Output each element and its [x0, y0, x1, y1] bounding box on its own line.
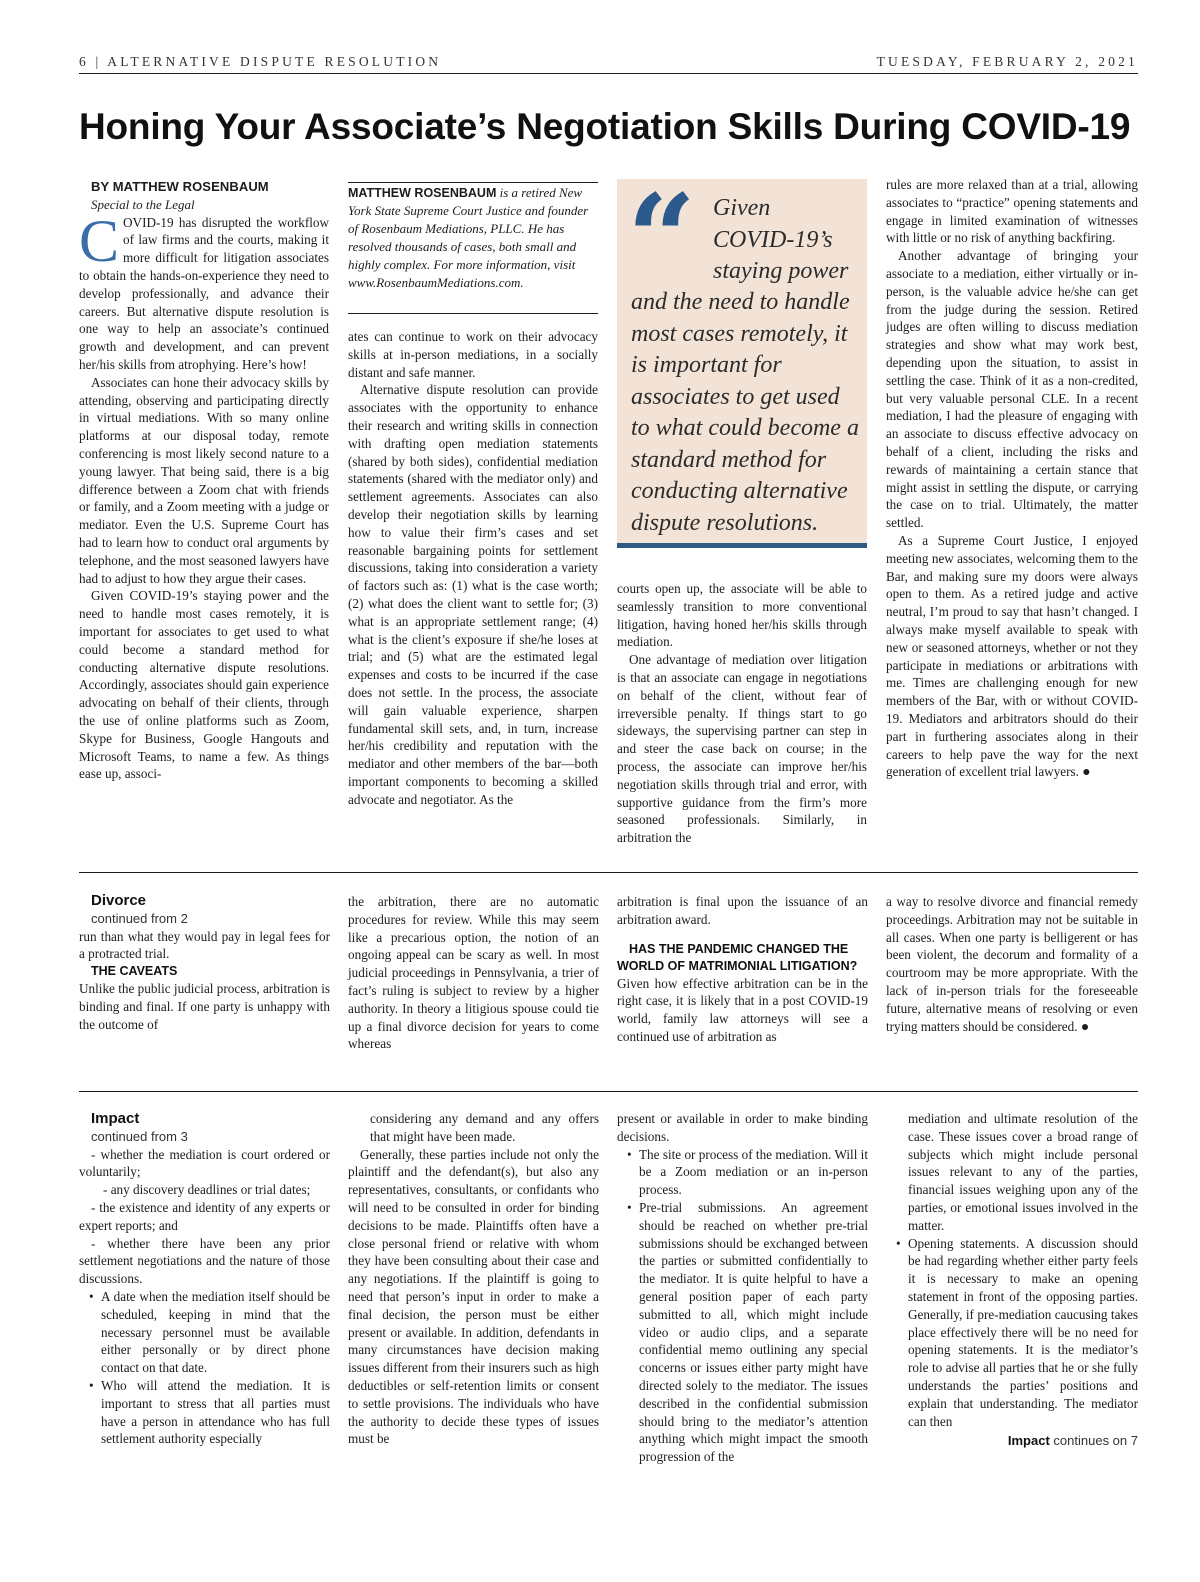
impact-continues-note	[1008, 1433, 1138, 1448]
impact-bullet-continuation: mediation and ultimate resolution of the case. These issues cover a broad range of subjects which might include personal issues relevant to any of the parties, financial issues weighing upon any of the parties, or emotional issues involved in the matter.	[908, 1111, 1138, 1233]
article-paragraph: Associates can hone their advocacy skills by attending, observing and participating directly in virtual mediations. With so many online platforms at our disposal today, remote conferencing is most likely second nature to a young lawyer. That being said, there is a big difference between a Zoom chat with friends or family, and a Zoom meeting with a judge or mediator. Even the U.S. Supreme Court has had to learn how to conduct oral arguments by telephone, and the most seasoned lawyers have had to adjust to how they argue their cases.	[79, 374, 329, 586]
article-paragraph: As a Supreme Court Justice, I enjoyed meeting new associates, welcoming them to the Bar, and making sure my doors were always open to them. As a retired judge and active neutral, I’m proud to say that hasn’t changed. I always make myself available to speak with new or seasoned attorneys, whether or not they participate in mediations or arbitrations with me. Times are challenging enough for new members of the Bar, with or without COVID-19. Mediators and arbitrators should do their part in furthering associates along in their careers to help pave the way for the next generation of excellent trial lawyers. ●	[886, 532, 1138, 781]
end-mark-icon: ●	[1082, 765, 1091, 781]
divorce-section-title: Divorce	[91, 892, 147, 909]
drop-cap: C	[79, 207, 120, 274]
article-column-2	[348, 328, 598, 809]
bullet-icon: •	[627, 1146, 632, 1162]
impact-column-4	[886, 1110, 1138, 1430]
divorce-paragraph: Given how effective arbitration can be in the right case, it is likely that in a post COVID-19 world, family law attorneys will see a continued use of arbitration as	[617, 975, 868, 1044]
article-lead-paragraph: COVID-19 has disrupted the workflow of law firms and the courts, making it more difficult for litigation associates to obtain the hands-on-experience they need to develop professionally, and advance their careers. But alternative dispute resolution is one way to help an associate’s continued growth and development, and can prevent her/his skills from atrophying. Here’s how!	[79, 207, 329, 372]
running-head-left: 6 | ALTERNATIVE DISPUTE RESOLUTION	[79, 54, 442, 69]
end-mark-icon: ●	[1080, 1019, 1090, 1035]
bullet-icon: •	[89, 1288, 94, 1304]
impact-bullet-list	[79, 1288, 330, 1448]
divorce-column-4	[886, 893, 1138, 1036]
impact-bullet-list	[886, 1235, 1138, 1431]
impact-bullet-continuation: considering any demand and any offers that might have been made.	[370, 1111, 599, 1144]
divorce-paragraph: Unlike the public judicial process, arbitration is binding and final. If one party is unhappy with the outcome of	[79, 981, 330, 1032]
impact-bullet-item: • A date when the mediation itself should be scheduled, keeping in mind that the necessary personnel must be available either personally or by direct phone contact on that date.	[89, 1288, 330, 1376]
header-rule	[79, 73, 1138, 74]
article-paragraph: ates can continue to work on their advocacy skills at in-person mediations, in a socially distant and safe manner.	[348, 329, 598, 380]
impact-dash-item: - whether the mediation is court ordered or voluntarily;	[79, 1146, 330, 1180]
article-headline: Honing Your Associate’s Negotiation Skills During COVID-19	[79, 106, 1131, 147]
impact-column-3	[617, 1110, 868, 1466]
bio-name: MATTHEW ROSENBAUM	[348, 186, 497, 200]
impact-paragraph: present or available in order to make binding decisions.	[617, 1111, 868, 1144]
divorce-paragraph: arbitration is final upon the issuance of an arbitration award.	[617, 894, 868, 927]
section-divider-divorce	[79, 872, 1138, 873]
pull-quote-text: and the need to handle most cases remotely, it is important for associates to get used to what could become a standard method for conducting alternative dispute resolutions.	[631, 289, 859, 536]
continues-label: Impact	[1007, 1433, 1050, 1448]
article-paragraph: One advantage of mediation over litigation is that an associate can engage in negotiations on behalf of the client, without fear of irreversible penalty. If things start to go sideways, the supervising partner can step in and steer the case back on course; in the process, the associate can improve her/his negotiation skills through trial and error, with supportive guidance from the firm’s more seasoned professionals. Similarly, in arbitration the	[617, 652, 867, 846]
impact-bullet-item: • The site or process of the mediation. Will it be a Zoom mediation or an in-person process.	[627, 1146, 868, 1198]
divorce-paragraph: the arbitration, there are no automatic procedures for review. While this may seem like a precarious option, the notion of an ongoing appeal can be scary as well. In most judicial proceedings in Pennsylvania, a trier of fact’s ruling is subject to review by a higher authority. In theory a litigious spouse could tie up a final divorce decision for years to come whereas	[348, 894, 599, 1052]
article-paragraph: Given COVID-19’s staying power and the need to handle most cases remotely, it is important for associates to get used to what could become a standard method for conducting alternative dispute resolutions. Accordingly, associates should gain experience advocating on behalf of their clients, through the use of online platforms such as Zoom, Skype for Business, Google Hangouts and Microsoft Teams, to name a few. As things ease up, associ-	[79, 588, 329, 782]
bullet-icon: •	[896, 1235, 901, 1251]
divorce-subhead-pandemic: HAS THE PANDEMIC CHANGED THE WORLD OF MATRIMONIAL LITIGATION?	[617, 941, 858, 973]
impact-bullet-list	[617, 1146, 868, 1466]
divorce-subhead-caveats: THE CAVEATS	[91, 964, 178, 979]
bio-text: is a retired New York State Supreme Court Justice and founder of Rosenbaum Mediations, PLLC. He has resolved thousands of cases, both small and highly complex. For more information, visit www.RosenbaumMediations.com.	[348, 185, 589, 290]
impact-paragraph: Generally, these parties include not only the plaintiff and the defendant(s), but also any representatives, consultants, or confidants who will need to be consulted in order for binding decisions to be made. Plaintiffs often have a close personal friend or relative with whom they have been consulting about their case and any negotiations. If the plaintiff is going to need that person’s input in order to make a final decision, the person must be either present or available. In addition, defendants in many circumstances have decision making issues different from their insurers such as high deductibles or self-retention limits or consent to settle provisions. The individuals who have the authority to decide these types of issues must be	[348, 1146, 599, 1447]
article-paragraph: courts open up, the associate will be able to seamlessly transition to more conventional litigation, having honed her/his skills through mediation.	[617, 581, 867, 650]
impact-bullet-item: • Opening statements. A discussion should be had regarding whether either party feels it is necessary to make an opening statement in front of the opposing parties. Generally, if pre-mediation caucusing takes place effectively there will be no need for opening statements. It is the mediator’s role to advise all parties that he or she fully understands the parties’ positions and explain that understanding. The mediator can then	[896, 1235, 1138, 1429]
divorce-column-1	[79, 892, 330, 1034]
impact-bullet-item: • Pre-trial submissions. An agreement should be reached on whether pre-trial submissions should be exchanged between the parties or submitted confidentially to the mediator. It is quite helpful to have a general position paper of each party submitted to all, which might include video or audio clips, and a separate confidential memo outlining any special concerns or issues either party might have directed solely to the mediator. The issues described in the confidential submission should bring to the mediator’s attention anything which might impact the smooth progression of the	[627, 1199, 868, 1465]
impact-continued-from: continued from 3	[91, 1128, 188, 1144]
article-paragraph: Another advantage of bringing your associate to a mediation, either virtually or in-person, is the valuable advice he/she can get from the judge during the session. Retired judges are often willing to discuss mediation strategies and show what may work best, depending upon the situation, to assist in settling the case. Think of it as a non-credited, but very valuable personal CLE. In a recent mediation, I had the pleasure of engaging with an associate to discuss effective advocacy on behalf of a client, including the risks and rewards of maintaining a certain stance that might assist in settling the dispute, or carrying the case on to trial. Ultimately, the matter settled.	[886, 248, 1138, 531]
divorce-column-2	[348, 893, 599, 1053]
impact-column-2	[348, 1110, 599, 1448]
quote-mark-icon: “	[627, 168, 697, 309]
impact-column-1	[79, 1110, 330, 1448]
pull-quote-lead: Given COVID-19’s staying power	[713, 195, 849, 284]
impact-section-title: Impact	[91, 1110, 140, 1127]
bullet-icon: •	[89, 1377, 94, 1393]
impact-dash-item: - any discovery deadlines or trial dates;	[103, 1182, 311, 1198]
bio-bottom-rule	[348, 313, 598, 314]
divorce-paragraph: run than what they would pay in legal fees for a protracted trial.	[79, 928, 330, 962]
bio-top-rule	[348, 182, 598, 183]
author-bio	[348, 184, 598, 292]
article-column-4	[886, 176, 1138, 782]
article-paragraph: rules are more relaxed than at a trial, allowing associates to “practice” opening statements and engage in limited examination of witnesses with little or no risk of anything backfiring.	[886, 177, 1138, 246]
impact-dash-item: - the existence and identity of any experts or expert reports; and	[79, 1199, 330, 1233]
continues-page: continues on 7	[1053, 1433, 1138, 1448]
divorce-paragraph: a way to resolve divorce and financial remedy proceedings. Arbitration may not be suitable in all cases. When one party is belligerent or has been violent, the decorum and formality of a courtroom may be more appropriate. With the lack of in-person trials for the foreseeable future, alternative means of resolving or even trying matters should be considered.	[886, 894, 1138, 1034]
bullet-icon: •	[627, 1199, 632, 1215]
pull-quote-box	[617, 168, 867, 548]
article-column-1	[79, 178, 329, 783]
impact-bullet-item: • Who will attend the mediation. It is important to stress that all parties must have a person in attendance who has full settlement authority especially	[89, 1377, 330, 1447]
byline-subtitle: Special to the Legal	[91, 196, 195, 212]
article-paragraph: Alternative dispute resolution can provide associates with the opportunity to enhance their research and writing skills in connection with drafting open mediation statements (shared by both sides), confidential mediation statements (shared with the mediator only) and settlement agreements. Associates can also develop their negotiation skills by learning how to value their firm’s cases and set reasonable bargaining points for settlement discussions, taking into consideration a variety of factors such as: (1) what is the case worth; (2) what does the client want to settle for; (3) what is an appropriate settlement range; (4) what is the client’s exposure if she/he loses at trial; and (5) what are the estimated legal expenses and costs to be incurred if the case does not settle. In the process, the associate will gain valuable experience, sharpen fundamental skill sets, and, in turn, increase her/his credibility and reputation with the mediator and other members of the bar—both important components to becoming a skilled advocate and negotiator. As the	[348, 382, 598, 807]
divorce-continued-from: continued from 2	[91, 910, 188, 926]
running-head-date: TUESDAY, FEBRUARY 2, 2021	[876, 54, 1138, 69]
section-divider-impact	[79, 1091, 1138, 1092]
divorce-column-3	[617, 893, 868, 1046]
article-column-3	[617, 580, 867, 847]
impact-dash-item: - whether there have been any prior settlement negotiations and the nature of those discussions.	[79, 1235, 330, 1287]
byline: BY MATTHEW ROSENBAUM	[91, 179, 269, 194]
